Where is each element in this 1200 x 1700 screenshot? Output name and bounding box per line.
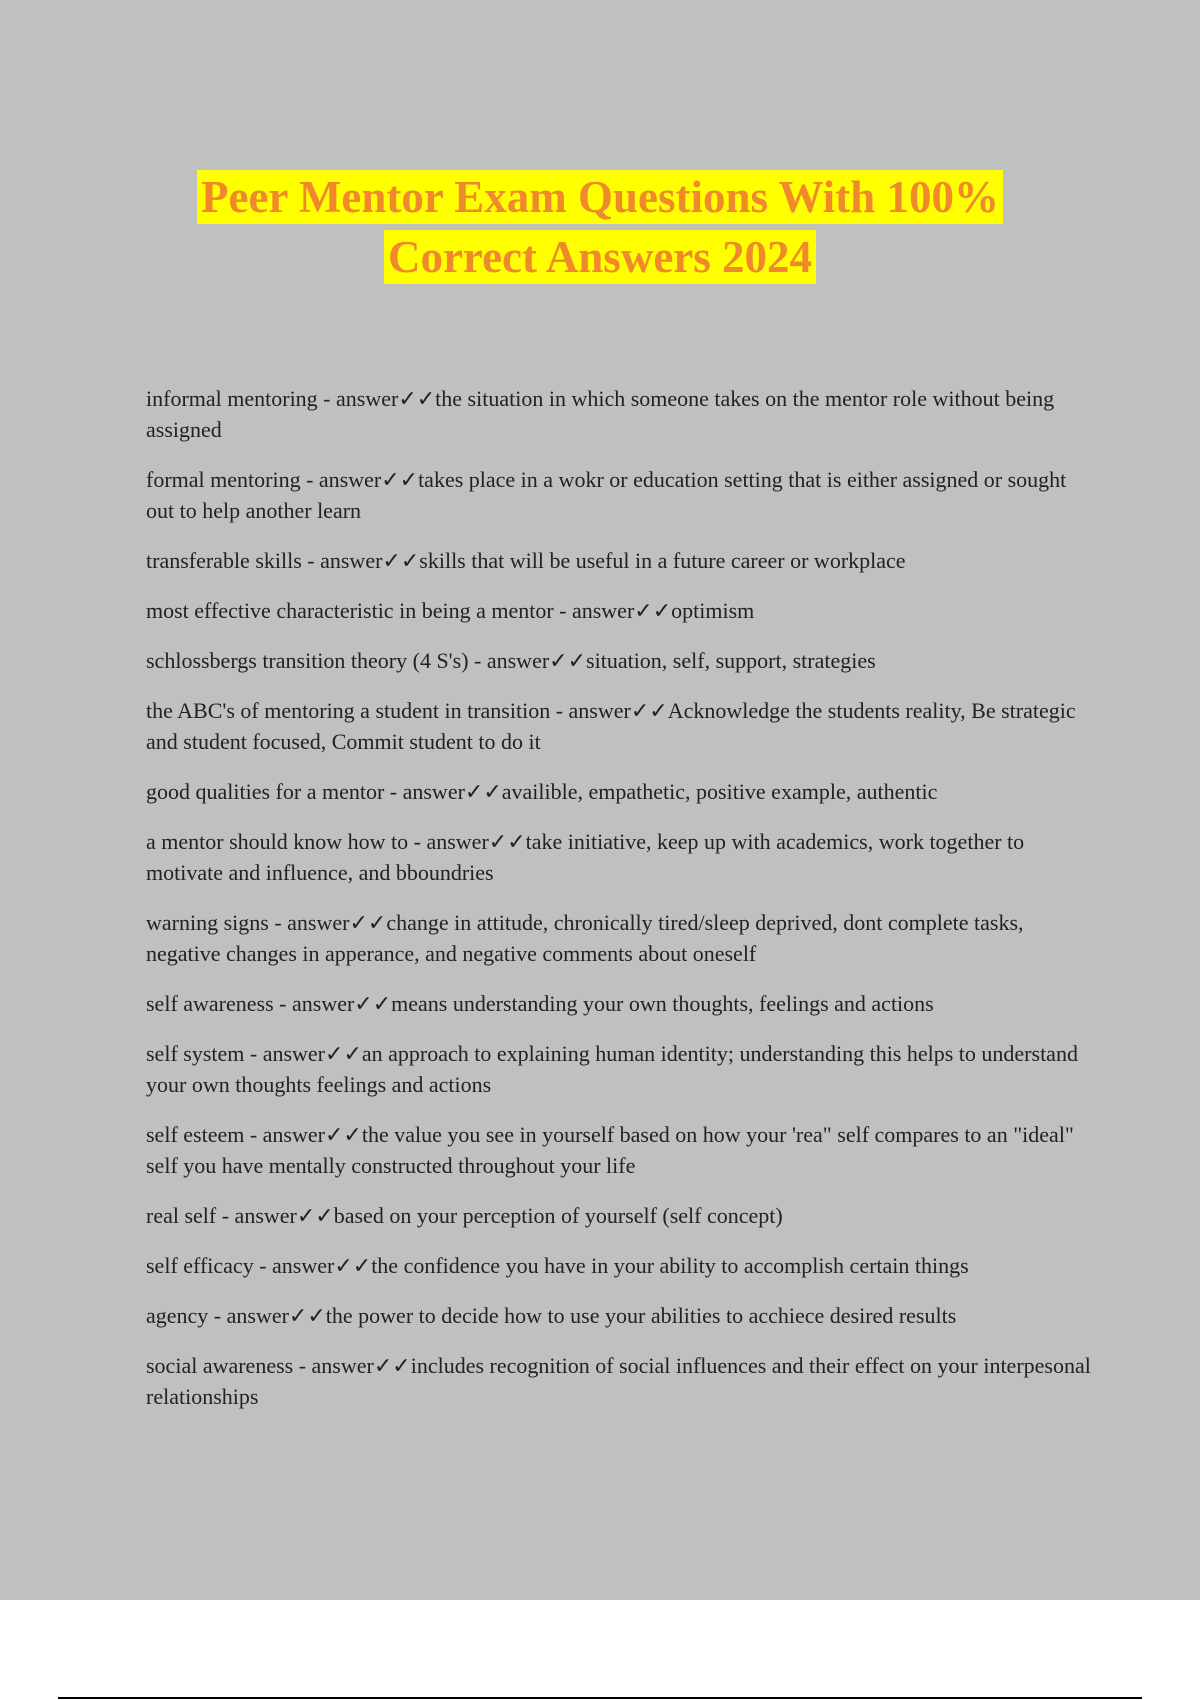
qa-item-warning-signs: warning signs - answer✓✓change in attitude, chronically tired/sleep deprived, dont complete tasks, negative changes in apperance, and negative comments about oneself bbox=[146, 910, 1024, 966]
page-title bbox=[0, 170, 1200, 290]
title-line-2: Correct Answers 2024 bbox=[384, 230, 816, 284]
qa-item-self-efficacy: self efficacy - answer✓✓the confidence you have in your ability to accomplish certain things bbox=[146, 1253, 969, 1278]
qa-item-abcs-of-mentoring: the ABC's of mentoring a student in transition - answer✓✓Acknowledge the students reality, Be strategic and student focused, Commit student to do it bbox=[146, 698, 1076, 754]
qa-item-transferable-skills: transferable skills - answer✓✓skills that will be useful in a future career or workplace bbox=[146, 548, 906, 573]
qa-item-formal-mentoring: formal mentoring - answer✓✓takes place in a wokr or education setting that is either assigned or sought out to help another learn bbox=[146, 467, 1067, 523]
qa-item-agency: agency - answer✓✓the power to decide how to use your abilities to acchiece desired results bbox=[146, 1303, 957, 1328]
page-divider bbox=[58, 1697, 1142, 1699]
qa-item-real-self: real self - answer✓✓based on your perception of yourself (self concept) bbox=[146, 1203, 783, 1228]
qa-item-self-awareness: self awareness - answer✓✓means understanding your own thoughts, feelings and actions bbox=[146, 991, 934, 1016]
qa-item-effective-characteristic: most effective characteristic in being a mentor - answer✓✓optimism bbox=[146, 598, 755, 623]
qa-item-mentor-should-know: a mentor should know how to - answer✓✓take initiative, keep up with academics, work together to motivate and influence, and bboundries bbox=[146, 829, 1025, 885]
title-line-1: Peer Mentor Exam Questions With 100% bbox=[197, 170, 1003, 224]
qa-item-informal-mentoring: informal mentoring - answer✓✓the situation in which someone takes on the mentor role without being assigned bbox=[146, 386, 1055, 442]
qa-item-self-esteem: self esteem - answer✓✓the value you see in yourself based on how your 'rea" self compares to an "ideal" self you have mentally constructed throughout your life bbox=[146, 1122, 1074, 1178]
qa-item-good-qualities: good qualities for a mentor - answer✓✓availible, empathetic, positive example, authentic bbox=[146, 779, 938, 804]
qa-item-transition-theory: schlossbergs transition theory (4 S's) - answer✓✓situation, self, support, strategies bbox=[146, 648, 876, 673]
qa-list bbox=[146, 383, 1096, 1431]
qa-item-social-awareness: social awareness - answer✓✓includes recognition of social influences and their effect on your interpesonal relationships bbox=[146, 1353, 1091, 1409]
qa-item-self-system: self system - answer✓✓an approach to explaining human identity; understanding this helps to understand your own thoughts feelings and actions bbox=[146, 1041, 1078, 1097]
